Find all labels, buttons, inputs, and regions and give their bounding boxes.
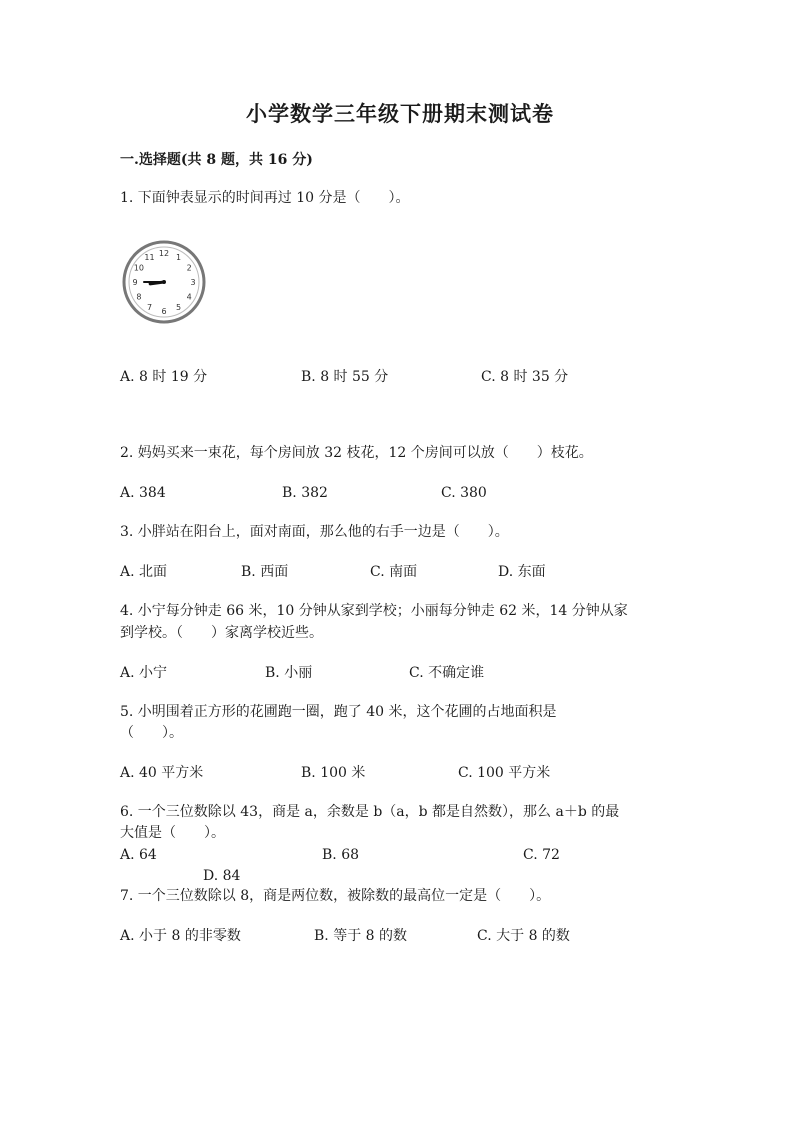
clock-hour-label: 12	[158, 249, 170, 258]
question-6-stem-line-2: 大值是（ ）。	[120, 825, 225, 841]
clock-center-dot	[162, 280, 166, 284]
question-1-option-a: A. 8 时 19 分	[120, 369, 208, 385]
question-1-option-c: C. 8 时 35 分	[481, 369, 569, 385]
question-5-stem-line-1: 5. 小明围着正方形的花圃跑一圈，跑了 40 米，这个花圃的占地面积是	[120, 704, 557, 720]
clock-hour-label: 1	[175, 252, 182, 262]
clock-hour-label: 3	[190, 278, 196, 287]
question-1-option-b: B. 8 时 55 分	[301, 369, 389, 385]
question-2-stem: 2. 妈妈买来一束花，每个房间放 32 枝花，12 个房间可以放（ ）枝花。	[120, 445, 593, 461]
question-3-option-d: D. 东面	[498, 564, 546, 580]
question-6-option-b: B. 68	[322, 847, 360, 863]
clock-hour-label: 10	[133, 263, 144, 273]
clock-hour-label: 2	[186, 263, 192, 273]
question-7-option-b: B. 等于 8 的数	[314, 928, 407, 944]
clock-hour-label: 11	[144, 252, 155, 262]
question-6-option-a: A. 64	[120, 847, 157, 863]
question-5-stem-line-2: （ ）。	[120, 725, 183, 741]
question-5-option-a: A. 40 平方米	[120, 765, 204, 781]
question-4-option-a: A. 小宁	[120, 665, 168, 681]
clock-hour-label: 5	[175, 303, 182, 313]
question-4-stem-line-2: 到学校。（ ）家离学校近些。	[120, 625, 323, 641]
clock-image	[122, 240, 206, 324]
question-4-option-c: C. 不确定谁	[409, 665, 485, 681]
question-5-option-c: C. 100 平方米	[458, 765, 551, 781]
page-title: 小学数学三年级下册期末测试卷	[246, 101, 554, 126]
question-4-option-b: B. 小丽	[265, 665, 313, 681]
question-6-option-d: D. 84	[203, 868, 241, 884]
question-3-stem: 3. 小胖站在阳台上，面对南面，那么他的右手一边是（ ）。	[120, 524, 509, 540]
clock-hour-label: 6	[161, 307, 167, 316]
question-2-option-c: C. 380	[441, 485, 487, 501]
question-3-option-c: C. 南面	[370, 564, 418, 580]
question-2-option-a: A. 384	[120, 485, 166, 501]
question-2-option-b: B. 382	[282, 485, 328, 501]
clock-hour-label: 7	[146, 303, 153, 313]
question-6-stem-line-1: 6. 一个三位数除以 43，商是 a，余数是 b（a，b 都是自然数），那么 a＋b 的最	[120, 804, 620, 820]
question-7-option-a: A. 小于 8 的非零数	[120, 928, 241, 944]
question-3-option-a: A. 北面	[120, 564, 168, 580]
clock-hour-label: 4	[186, 292, 192, 302]
question-3-option-b: B. 西面	[241, 564, 289, 580]
clock-hour-label: 9	[132, 278, 138, 287]
question-4-stem-line-1: 4. 小宁每分钟走 66 米，10 分钟从家到学校；小丽每分钟走 62 米，14 分钟从家	[120, 603, 628, 619]
question-5-option-b: B. 100 米	[301, 765, 366, 781]
clock-hour-hand	[150, 282, 164, 284]
question-7-stem: 7. 一个三位数除以 8，商是两位数，被除数的最高位一定是（ ）。	[120, 888, 551, 904]
question-6-option-c: C. 72	[523, 847, 560, 863]
clock-hour-label: 8	[136, 292, 142, 302]
question-1-stem: 1. 下面钟表显示的时间再过 10 分是（ ）。	[120, 190, 410, 206]
section-heading: 一.选择题(共 8 题，共 16 分)	[120, 152, 313, 168]
question-7-option-c: C. 大于 8 的数	[477, 928, 570, 944]
